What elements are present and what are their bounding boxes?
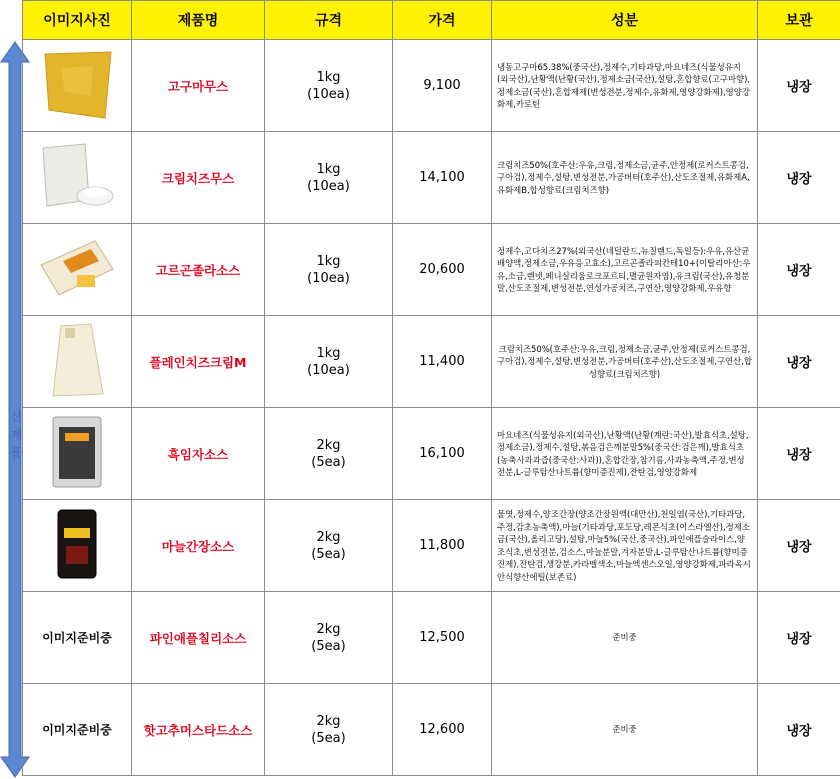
product-image <box>23 500 132 592</box>
product-storage: 냉장 <box>758 224 840 316</box>
product-price: 16,100 <box>393 408 492 500</box>
header-name: 제품명 <box>132 1 265 40</box>
product-price: 11,400 <box>393 316 492 408</box>
product-name: 크림치즈무스 <box>132 132 265 224</box>
table-row <box>23 592 840 684</box>
product-name: 흑임자소스 <box>132 408 265 500</box>
table-row <box>23 408 840 500</box>
product-storage: 냉장 <box>758 40 840 132</box>
product-ingredients: 준비중 <box>492 684 758 776</box>
product-spec: 1kg (10ea) <box>265 224 393 316</box>
new-product-label: 신 제 품 <box>10 410 22 460</box>
product-storage: 냉장 <box>758 316 840 408</box>
header-ingredients: 성분 <box>492 1 758 40</box>
table-row <box>23 316 840 408</box>
product-storage: 냉장 <box>758 408 840 500</box>
product-storage: 냉장 <box>758 500 840 592</box>
plain-cheese-cream-pack-image <box>47 322 107 398</box>
header-price: 가격 <box>393 1 492 40</box>
product-spec: 1kg (10ea) <box>265 316 393 408</box>
product-ingredients: 정제수,고다치즈27%(외국산(네덜란드,뉴질랜드,독일등):우유,유산균배양액,정제소금,우유응고효소),고르곤졸라피칸테10+(이탈리아산:우유,소금,렌넷,페니실리움로크포르티,멸균원자염),유크림(국산),유청분말,산도조절제,변성전분,연성가공치즈,구연산,영양강화제,우유향 <box>492 224 758 316</box>
product-ingredients: 크림치즈50%(호주산:우유,크림,정제소금,균주,안정제(로커스트콩검,구아검),정제수,설탕,변성전분,가공버터(호주산),산도조절제,구연산,합성향료(크림치즈향) <box>492 316 758 408</box>
product-table <box>22 0 840 776</box>
sweet-potato-mousse-pack-image <box>41 48 113 120</box>
product-image <box>23 408 132 500</box>
product-price: 20,600 <box>393 224 492 316</box>
product-spec: 1kg (10ea) <box>265 40 393 132</box>
product-storage: 냉장 <box>758 132 840 224</box>
product-price: 12,600 <box>393 684 492 776</box>
product-image <box>23 224 132 316</box>
product-price: 11,800 <box>393 500 492 592</box>
product-ingredients: 준비중 <box>492 592 758 684</box>
image-placeholder: 이미지준비중 <box>23 684 132 776</box>
product-spec: 1kg (10ea) <box>265 132 393 224</box>
table-row <box>23 224 840 316</box>
product-spec: 2kg (5ea) <box>265 592 393 684</box>
product-price: 14,100 <box>393 132 492 224</box>
product-image <box>23 132 132 224</box>
table-header-row <box>23 1 840 40</box>
black-sesame-sauce-pack-image <box>49 413 105 491</box>
table-row <box>23 500 840 592</box>
product-ingredients: 크림치즈50%(호주산:우유,크림,정제소금,균주,안정제(로커스트콩검,구아검),정제수,설탕,변성전분,가공버터(호주산),산도조절제,유화제A,유화제B,합성향료(크림치즈향) <box>492 132 758 224</box>
cream-cheese-mousse-pack-image <box>37 140 117 212</box>
garlic-soy-sauce-pack-image <box>52 506 102 582</box>
table-row <box>23 684 840 776</box>
product-name: 핫고추머스타드소스 <box>132 684 265 776</box>
header-spec: 규격 <box>265 1 393 40</box>
product-price: 9,100 <box>393 40 492 132</box>
product-ingredients: 냉동고구마65.38%(중국산),정제수,기타과당,마요네즈(식물성유지(외국산),난황액(난황(국산),정제소금(국산),설탕,혼합향료(고구마향),정제소금(국산),혼합제제(변성전분,정제수,유화제,영양강화제),영양강화제,카로틴 <box>492 40 758 132</box>
product-name: 고구마무스 <box>132 40 265 132</box>
product-spec: 2kg (5ea) <box>265 684 393 776</box>
gorgonzola-sauce-pack-image <box>37 235 117 301</box>
product-ingredients: 물엿,정제수,양조간장(양조간장원액(대만산),천일염(국산),기타과당,주정,감초농축액),마늘(기타과당,포도당,레몬식초(이스라엘산),정제소금(국산),올리고당),설탕,마늘5%(국산,중국산),파인애플슬라이스,양조식초,변성전분,검소스,마늘분말,겨자분말,L-글루탐산나트륨(향미증진제),잔탄검,생강분,카라멜색소,마늘엑센스오일,영양강화제,파라옥시안식향산에틸(보존료) <box>492 500 758 592</box>
product-spec: 2kg (5ea) <box>265 408 393 500</box>
product-storage: 냉장 <box>758 684 840 776</box>
product-spec: 2kg (5ea) <box>265 500 393 592</box>
product-ingredients: 마요네즈(식물성유지(외국산),난황액(난황(계란:국산),발효식초,설탕,정제소금),정제수,설탕,볶음검은깨분말5%(중국산:검은깨),발효식초(농축사과과즙(중국산:사과)),혼합간장,참기름,사과농축액,주정,변성전분,L-글루탐산나트륨(향미증진제),잔탄검,영양강화제 <box>492 408 758 500</box>
image-placeholder: 이미지준비중 <box>23 592 132 684</box>
product-image <box>23 40 132 132</box>
product-name: 고르곤졸라소스 <box>132 224 265 316</box>
product-name: 마늘간장소스 <box>132 500 265 592</box>
product-storage: 냉장 <box>758 592 840 684</box>
product-name: 파인애플칠리소스 <box>132 592 265 684</box>
header-storage: 보관 <box>758 1 840 40</box>
product-price: 12,500 <box>393 592 492 684</box>
table-row <box>23 40 840 132</box>
product-image <box>23 316 132 408</box>
table-row <box>23 132 840 224</box>
header-image: 이미지사진 <box>23 1 132 40</box>
product-name: 플레인치즈크림M <box>132 316 265 408</box>
